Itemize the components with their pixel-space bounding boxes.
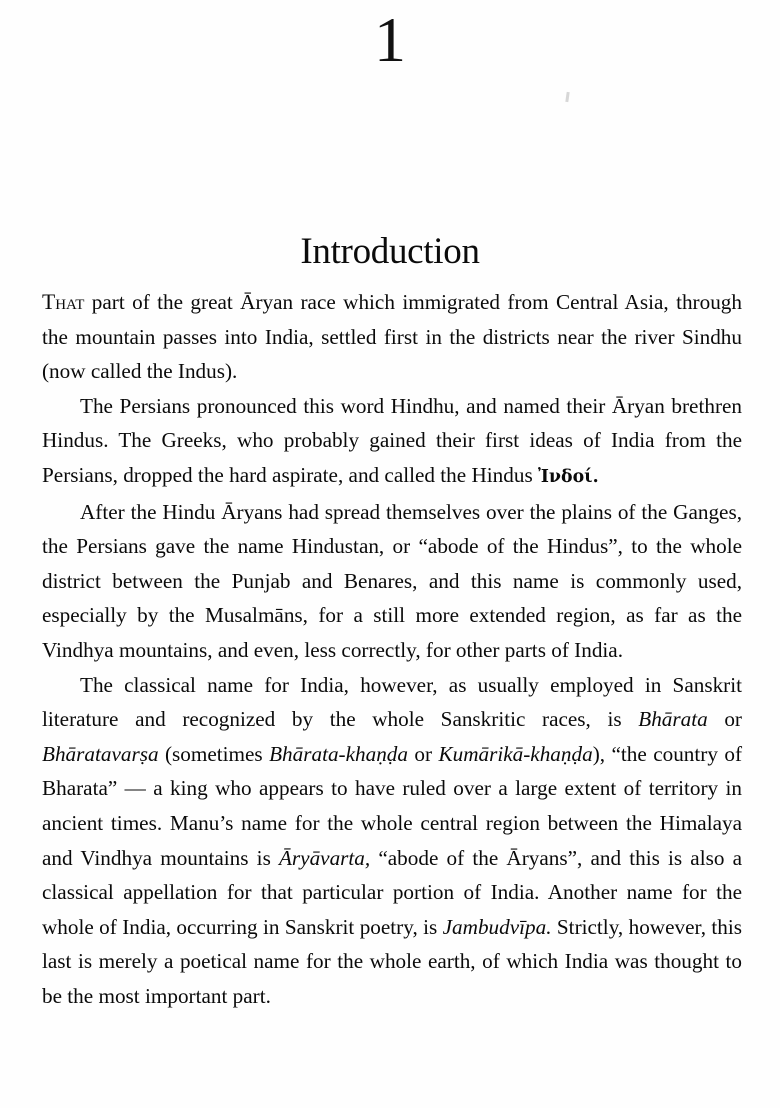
paragraph-4-segment: ), “the country of Bharata” — a king who appears to have ruled over a large extent of territory in ancient times. Manu’s name for the whole central region between the Himalaya and Vindhya mountains is <box>42 741 742 870</box>
drop-smallcaps-lead: That <box>42 290 85 314</box>
paragraph-4 <box>42 668 742 1014</box>
paragraph-4-segment: The classical name for India, however, as usually employed in Sanskrit literature and recognized by the whole Sanskritic races, is <box>42 672 742 732</box>
paragraph-2-text-before-greek: The Persians pronounced this word Hindhu, and named their Āryan brethren Hindus. The Greeks, who probably gained their first ideas of India from the Persians, dropped the hard aspirate, and called the Hindus <box>42 393 742 487</box>
sanskrit-term: Bhāratavarṣa <box>42 741 159 766</box>
paragraph-1 <box>42 285 742 389</box>
paragraph-4-segment: “abode of the Āryans”, and this is also a classical appellation for that particular portion of India. Another name for the whole of India, occurring in Sanskrit poetry, is <box>42 845 742 939</box>
paragraph-4-segment: Strictly, however, this last is merely a poetical name for the whole earth, of which India was thought to be the most important part. <box>42 914 742 1008</box>
paragraph-3 <box>42 495 742 668</box>
sanskrit-term: Jambudvīpa. <box>442 914 552 939</box>
paragraph-4-text <box>42 673 742 1008</box>
paragraph-2 <box>42 389 742 495</box>
paragraph-4-segment: or <box>407 741 439 766</box>
greek-word-indoi: Ἰνδοί. <box>538 466 599 487</box>
paragraph-4-segment: (sometimes <box>158 741 270 766</box>
chapter-number: 1 <box>374 4 406 75</box>
page-title: Introduction <box>300 230 480 272</box>
sanskrit-term: Bhārata <box>638 707 708 732</box>
sanskrit-term: Kumārikā-khaṇḍa <box>438 741 593 766</box>
paragraph-1-text: part of the great Āryan race which immigrated from Central Asia, through the mountain passes into India, settled first in the districts near the river Sindhu (now called the Indus). <box>42 290 742 384</box>
paragraph-4-segment: or <box>707 707 742 732</box>
sanskrit-term: Āryāvarta, <box>278 845 371 870</box>
paragraph-3-text: After the Hindu Āryans had spread themselves over the plains of the Ganges, the Persians gave the name Hindustan, or “abode of the Hindus”, to the whole district between the Punjab and Benares, and this name is commonly used, especially by the Musalmāns, for a still more extended region, as far as the Vindhya mountains, and even, less correctly, for other parts of India. <box>42 499 742 662</box>
body-text-block <box>42 285 742 1013</box>
sanskrit-term: Bhārata-khaṇḍa <box>269 741 408 766</box>
scan-artifact-speck <box>565 92 569 102</box>
